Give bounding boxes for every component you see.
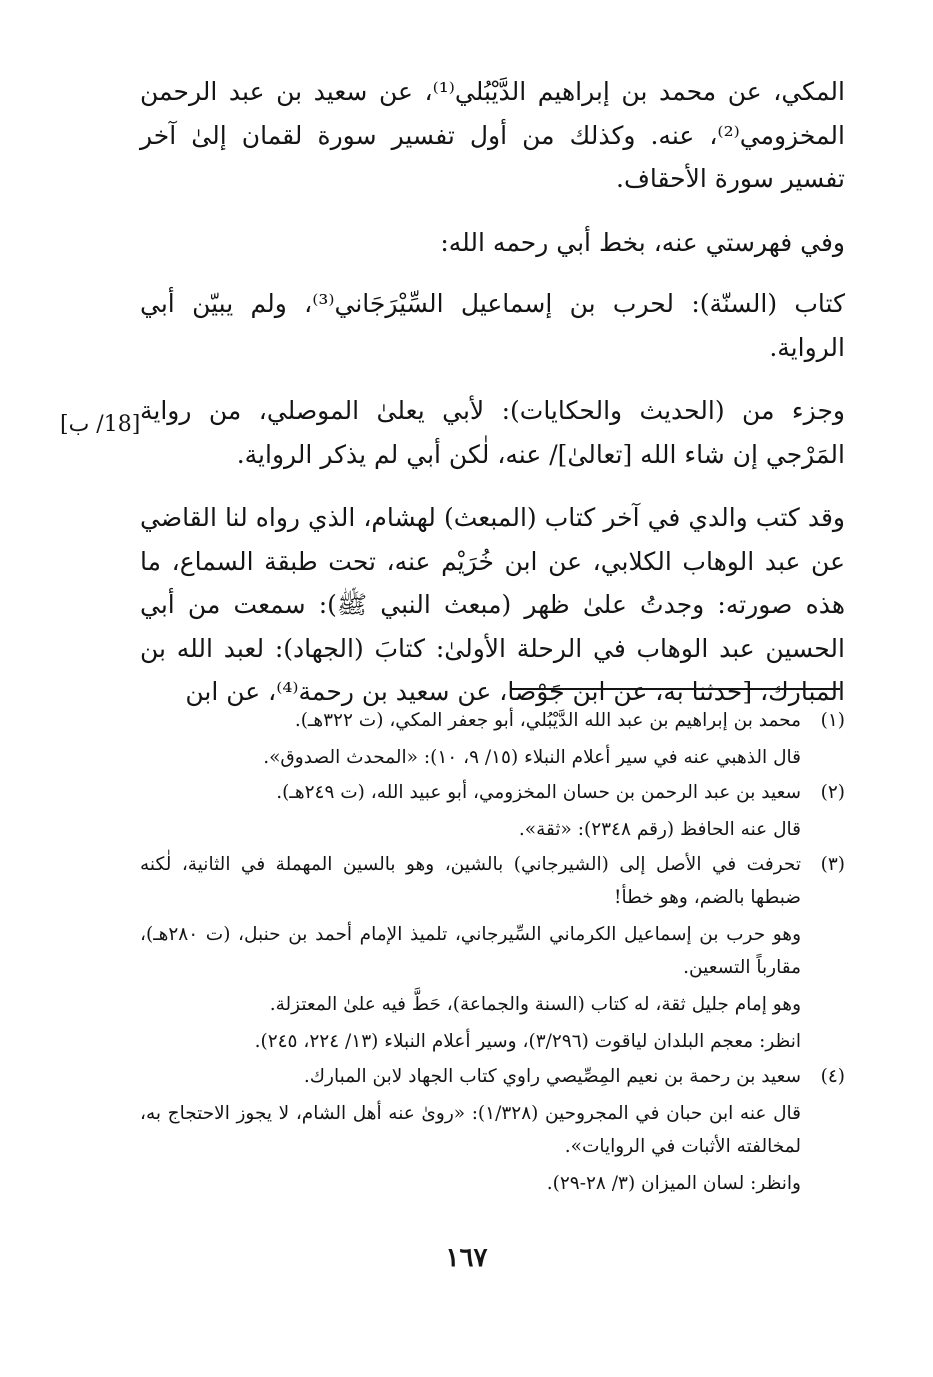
footnote-line: انظر: معجم البلدان لياقوت (٣/٢٩٦)، وسير أعلام النبلاء (١٣/ ٢٢٤، ٢٤٥). — [254, 1031, 801, 1052]
footnote-number: (٤) — [820, 1066, 845, 1087]
footnote-4 — [140, 1060, 845, 1200]
footnote-line: وهو إمام جليل ثقة، له كتاب (السنة والجماعة)، حَطَّ فيه علىٰ المعتزلة. — [269, 994, 801, 1015]
main-text — [140, 70, 845, 714]
footnote-2 — [140, 776, 845, 846]
paragraph-2: وفي فهرستي عنه، بخط أبي رحمه الله: — [440, 227, 845, 257]
footnote-1 — [140, 704, 845, 774]
footnote-body — [140, 848, 801, 1058]
footnotes — [140, 704, 845, 1202]
footnote-line: قال عنه ابن حبان في المجروحين (١/٣٢٨): «روىٰ عنه أهل الشام، لا يجوز الاحتجاج به، لمخالفته الأثبات في الروايات». — [140, 1103, 801, 1157]
paragraph-4: وجزء من (الحديث والحكايات): لأبي يعلىٰ الموصلي، من رواية المَرْجي إن شاء الله [تعالىٰ]/ عنه، لٰكن أبي لم يذكر الرواية. — [140, 396, 845, 469]
footnote-3 — [140, 848, 845, 1058]
footnote-line: وانظر: لسان الميزان (٣/ ٢٨-٢٩). — [546, 1173, 801, 1194]
footnote-separator — [510, 688, 840, 690]
folio-marker: [18/ ب] — [60, 412, 141, 437]
paragraph-1: المكي، عن محمد بن إبراهيم الدَّيْبُلي⁽¹⁾، عن سعيد بن عبد الرحمن المخزومي⁽²⁾، عنه. وكذلك من أول تفسير سورة لقمان إلىٰ آخر تفسير سورة الأحقاف. — [140, 77, 845, 193]
footnote-line: قال عنه الحافظ (رقم ٢٣٤٨): «ثقة». — [518, 819, 801, 840]
footnote-number: (٣) — [820, 854, 845, 875]
footnote-body — [140, 776, 801, 846]
paragraph-5: وقد كتب والدي في آخر كتاب (المبعث) لهشام، الذي رواه لنا القاضي عن عبد الوهاب الكلابي، عن ابن خُرَيْم عنه، تحت طبقة السماع، ما هذه صورته: وجدتُ علىٰ ظهر (مبعث النبي ﷺ): سمعت من أبي الحسين عبد الوهاب في الرحلة الأولىٰ: كتابَ (الجهاد): لعبد الله بن المبارك، [حدثنا به، عن ابن جَوْصا، عن سعيد بن رحمة⁽⁴⁾، عن ابن — [140, 503, 845, 706]
footnote-body — [140, 704, 801, 774]
page-number: ١٦٧ — [445, 1243, 488, 1273]
footnote-number: (١) — [820, 710, 845, 731]
footnote-body — [140, 1060, 801, 1200]
footnote-number: (٢) — [820, 782, 845, 803]
footnote-line: محمد بن إبراهيم بن عبد الله الدَّيْبُلي، أبو جعفر المكي، (ت ٣٢٢هـ). — [294, 710, 801, 731]
footnote-line: وهو حرب بن إسماعيل الكرماني السِّيرجاني، تلميذ الإمام أحمد بن حنبل، (ت ٢٨٠هـ)، مقارباً التسعين. — [140, 924, 801, 978]
footnote-line: قال الذهبي عنه في سير أعلام النبلاء (١٥/ ٩، ١٠): «المحدث الصدوق». — [263, 747, 801, 768]
footnote-line: تحرفت في الأصل إلى (الشيرجاني) بالشين، وهو بالسين المهملة في الثانية، لٰكنه ضبطها بالضم، وهو خطأ! — [140, 854, 801, 908]
footnote-line: سعيد بن رحمة بن نعيم المِصِّيصي راوي كتاب الجهاد لابن المبارك. — [303, 1066, 801, 1087]
paragraph-3: كتاب (السنّة): لحرب بن إسماعيل السِّيْرَجَاني⁽³⁾، ولم يبيّن أبي الرواية. — [140, 289, 845, 362]
footnote-line: سعيد بن عبد الرحمن بن حسان المخزومي، أبو عبيد الله، (ت ٢٤٩هـ). — [276, 782, 801, 803]
